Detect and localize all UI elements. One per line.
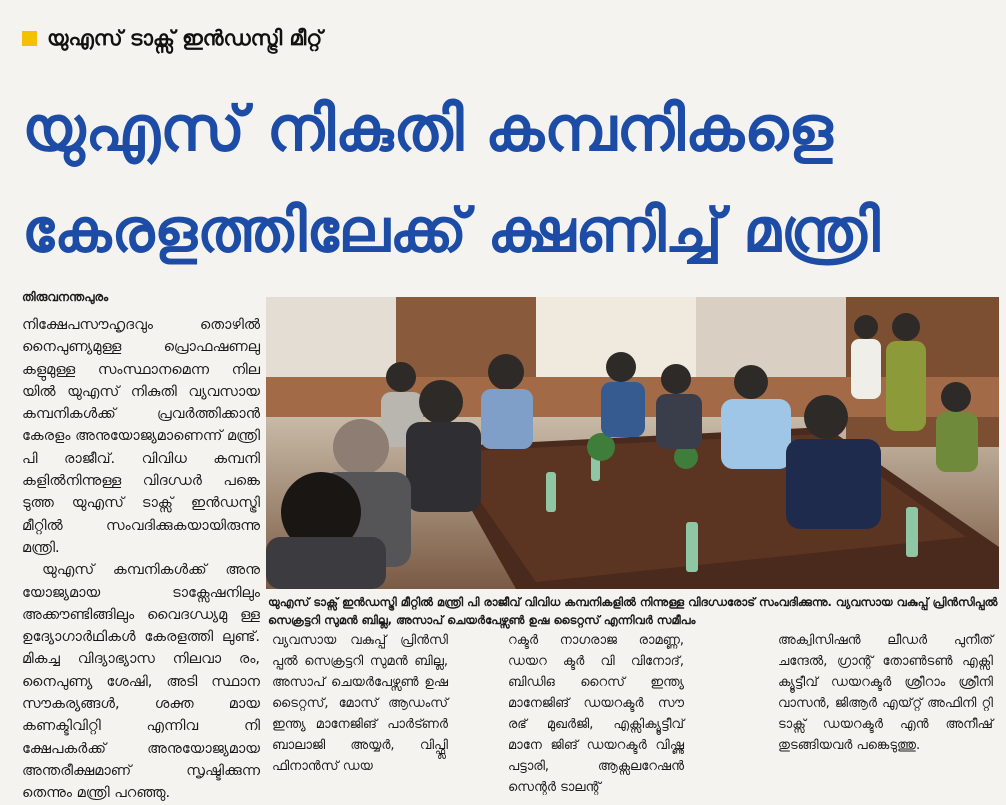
column-3-text: അക്വിസിഷൻ ലീഡർ പുനീത് ചന്ദേൽ, ഗ്രാന്റ് തോൺടൺ എക്സി ക്യൂട്ടീവ് ഡയറക്ടർ ശ്രീറാം ശ്രീനി വാസൻ, ജിആർ എയ്റ്റ് അഫിനി റ്റി ടാക്സ് ഡയറക്ടർ എൻ അനീഷ് തുടങ്ങിയവർ പങ്കെടുത്തു.: [778, 633, 993, 753]
photo-caption: യുഎസ് ടാക്സ് ഇൻഡസ്ട്രി മീറ്റിൽ മന്ത്രി പി രാജീവ് വിവിധ കമ്പനികളിൽ നിന്നുള്ള വിദഗ്ധരോട് സംവദിക്കുന്നു. വ്യവസായ വകുപ്പ് പ്രിൻസിപ്പൽ സെക്രട്ടറി സുമൻ ബില്ല, അസാപ് ചെയർപേഴ്സൺ ഉഷ ടൈറ്റസ് എന്നിവർ സമീപം: [268, 595, 998, 627]
article-column-2: [508, 630, 684, 798]
paragraph-2: യുഎസ് കമ്പനികൾക്ക് അനു യോജ്യമായ ടാക്സേഷനിലും അക്കൗണ്ടിങ്ങിലും വൈദഗ്ധ്യമു ള്ള ഉദ്യോഗാർഥികൾ കേരളത്തി ലുണ്ട്. മികച്ച വിദ്യാഭ്യാസ നിലവാ രം, നൈപുണ്യ ശേഷി, അടി സ്ഥാന സൗകര്യങ്ങൾ, ശക്ത മായ കണക്ടിവിറ്റി എന്നിവ നി ക്ഷേപകർക്ക് അനുയോജ്യമായ അന്തരീക്ഷമാണ് സൃഷ്ടിക്കുന്ന തെന്നും മന്ത്രി പറഞ്ഞു.: [22, 562, 260, 802]
column-2-text: റക്ടർ നാഗരാജ രാമണ്ണ, ഡയറ ക്ടർ വി വിനോദ്, ബിഡിഒ റൈസ് ഇന്ത്യ മാനേജിങ് ഡയറക്ടർ സൗ രഭ് മുഖർജി, എക്സിക്യൂട്ടീവ് മാനേ ജിങ് ഡയറക്ടർ വിഷ്ണു പട്ടാരി, ആക്സലറേഷൻ സെന്റർ ടാലന്റ്: [508, 633, 684, 795]
headline-line-2: കേരളത്തിലേക്ക് ക്ഷണിച്ച് മന്ത്രി: [22, 196, 880, 266]
meeting-scene-illustration: [266, 297, 999, 589]
kicker-text: യുഎസ് ടാക്സ് ഇൻഡസ്ട്രി മീറ്റ്: [47, 26, 323, 50]
column-1-text: വ്യവസായ വകുപ്പ് പ്രിൻസി പ്പൽ സെക്രട്ടറി സുമൻ ബില്ല, അസാപ് ചെയർപേഴ്സൺ ഉഷ ടൈറ്റസ്, മോസ് ആഡംസ് ഇന്ത്യ മാനേജിങ് പാർട്ണർ ബാലാജി അയ്യർ, വിപ്ഫ്ലി ഫിനാൻസ് ഡയ: [272, 633, 448, 774]
article-column-3: [778, 630, 993, 756]
dateline: തിരുവനന്തപുരം: [22, 290, 109, 304]
article-column-1: [272, 630, 448, 777]
kicker-bullet: [22, 31, 37, 46]
article-body-left: [22, 314, 260, 805]
paragraph-1: നിക്ഷേപസൗഹൃദവും തൊഴിൽ നൈപുണ്യമുള്ള പ്രൊഫഷണലു കളുമുള്ള സംസ്ഥാനമെന്ന നില യിൽ യുഎസ് നികുതി വ്യവസായ കമ്പനികൾക്ക് പ്രവർത്തിക്കാൻ കേരളം അനുയോജ്യമാണെന്ന് മന്ത്രി പി രാജീവ്. വിവിധ കമ്പനി കളിൽനിന്നുള്ള വിദഗ്ധർ പങ്കെ ടുത്ത യുഎസ് ടാക്സ് ഇൻഡസ്ട്രി മീറ്റിൽ സംവദിക്കുകയായിരുന്നു മന്ത്രി.: [22, 317, 260, 556]
headline-line-1: യുഎസ് നികുതി കമ്പനികളെ: [22, 92, 833, 165]
section-kicker: [22, 26, 322, 51]
meeting-photo: [266, 297, 999, 589]
